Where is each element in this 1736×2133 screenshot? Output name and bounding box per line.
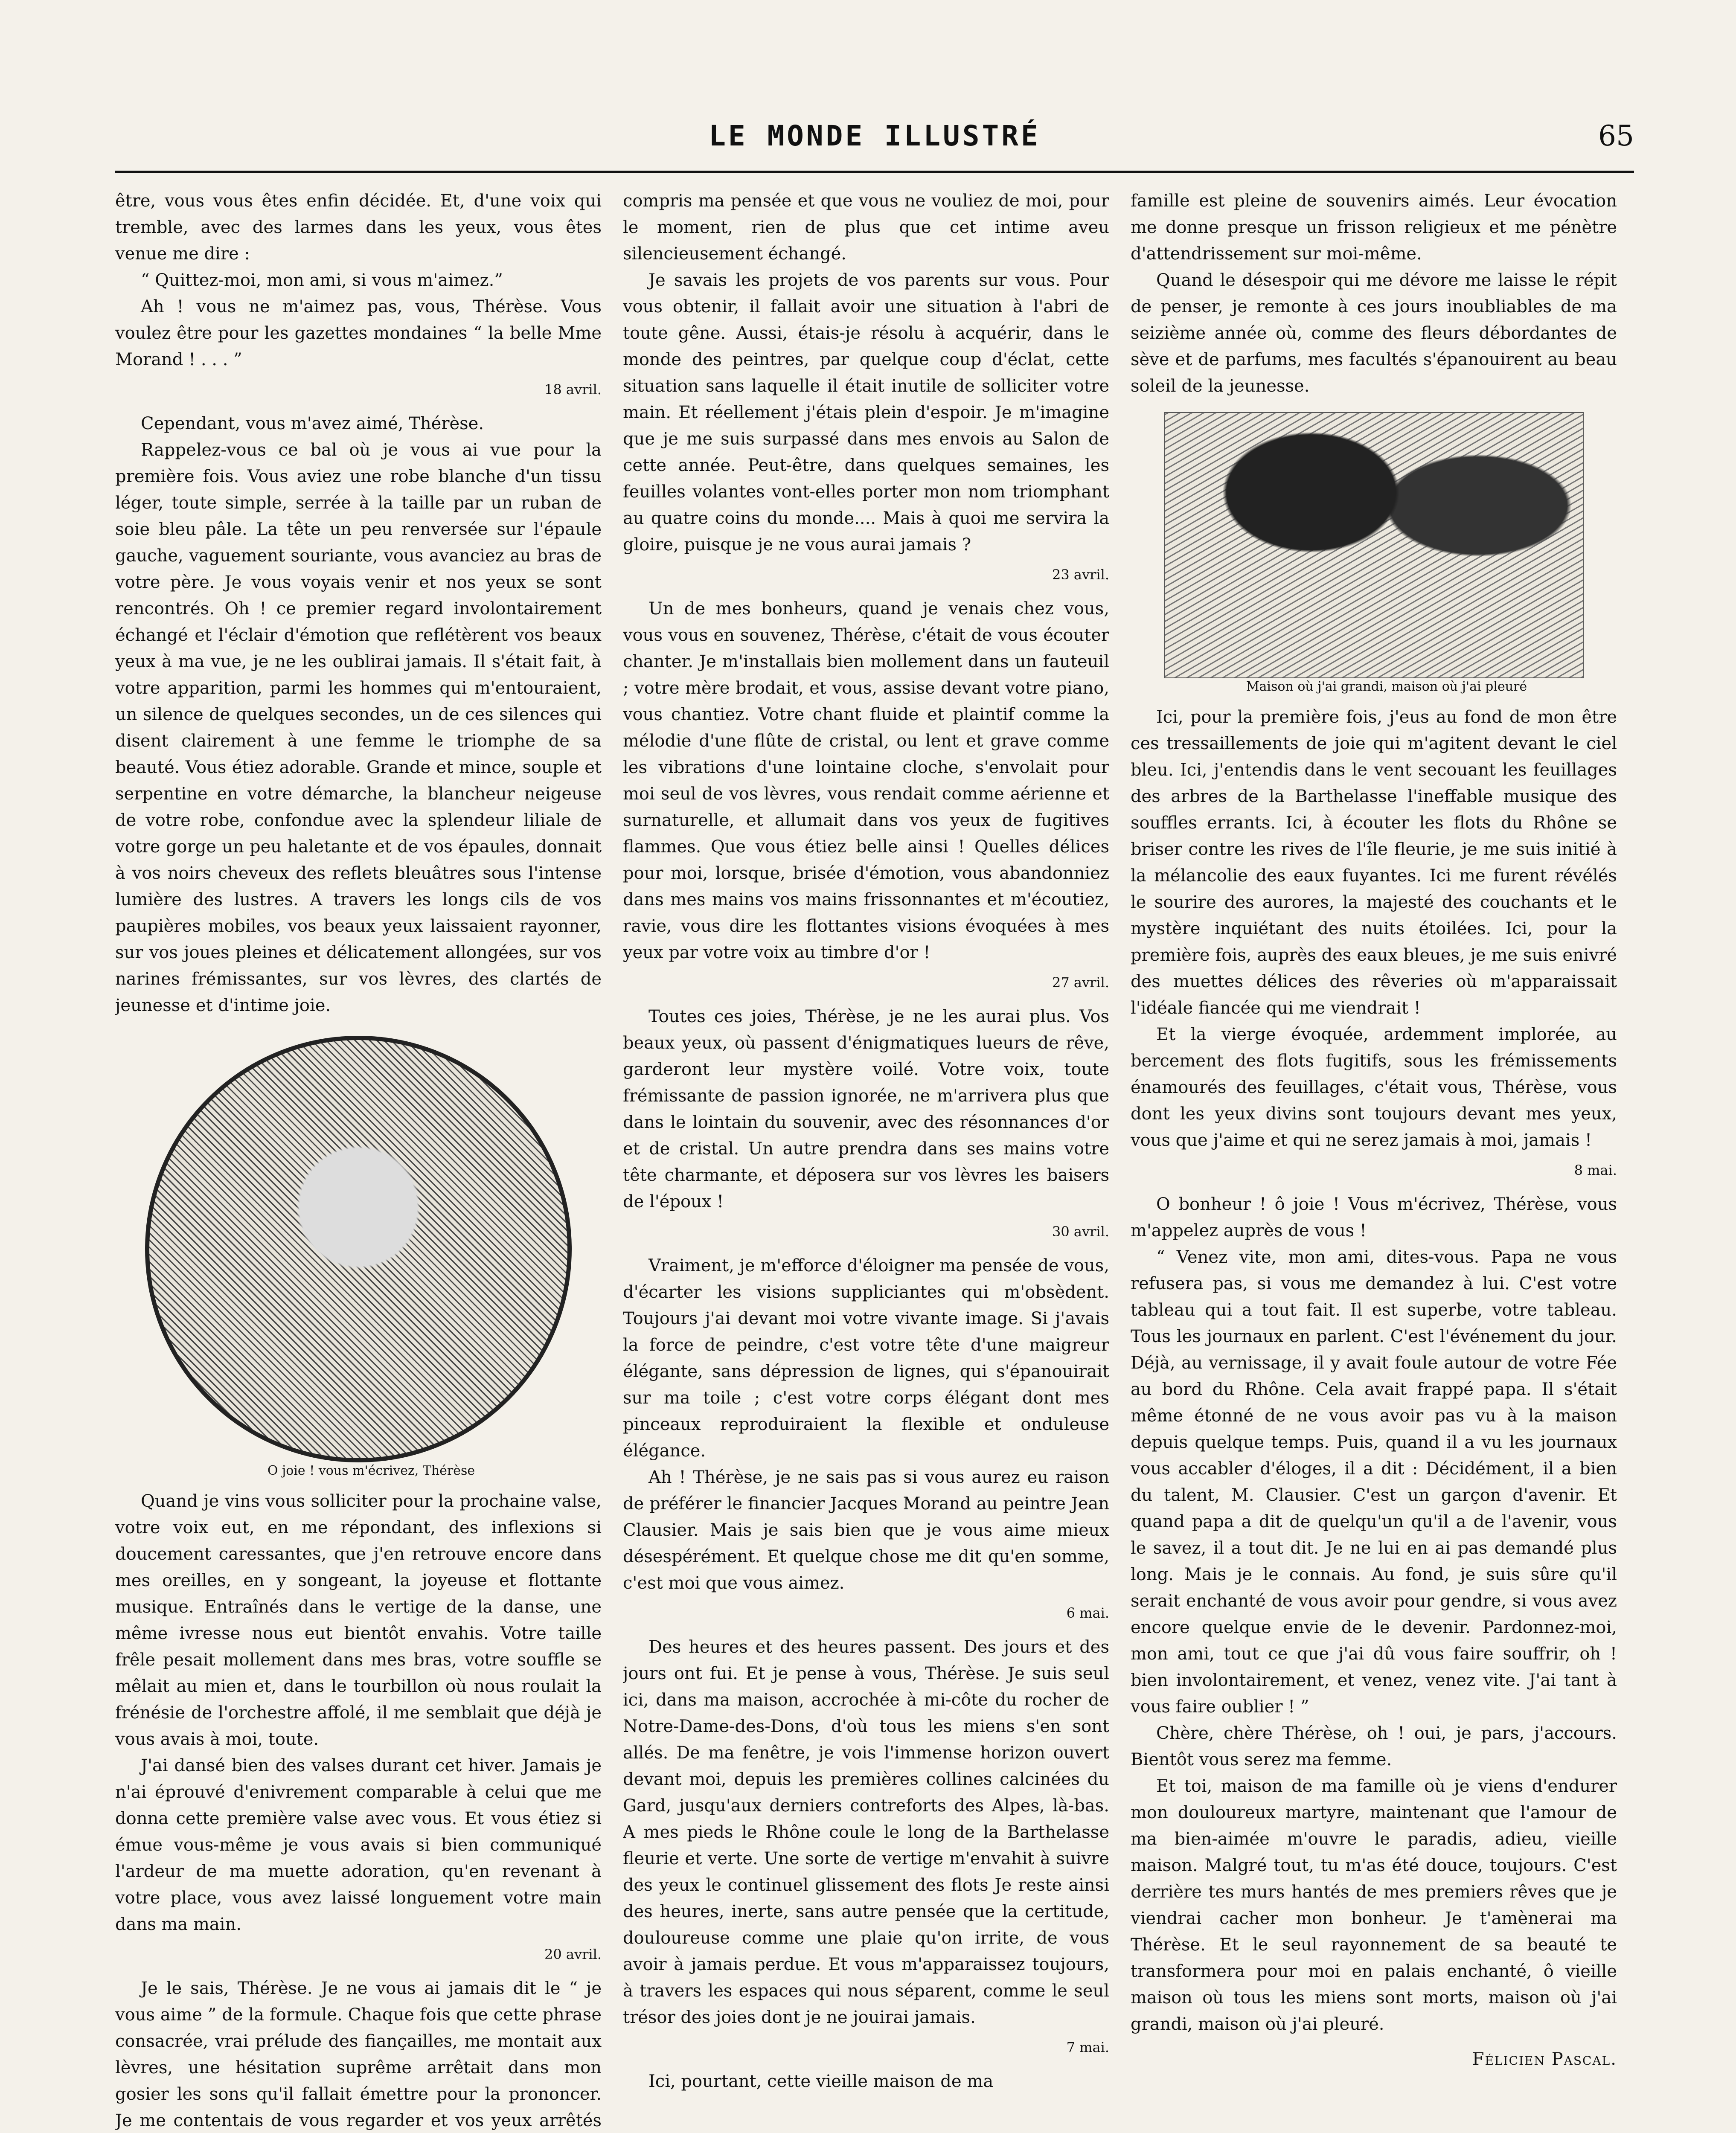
entry-date: 7 mai. bbox=[1066, 2039, 1109, 2055]
entry-date: 18 avril. bbox=[544, 381, 602, 398]
engraving-image bbox=[1164, 412, 1584, 678]
paragraph: Quand je vins vous solliciter pour la prochaine valse, votre voix eut, en me répondant, des inflexions si doucement caressantes, que j'en retrouve encore dans mes oreilles, en y songeant, la joyeuse et flottante musique. Entraînés dans le vertige de la danse, une même ivresse nous eut bientôt envahis. Votre taille frêle pesait mollement dans mes bras, votre souffle se mêlait au mien et, dans le tourbillon où nous roulait la frénésie de l'orchestre affolé, il me semblait que déjà je vous avais à moi, toute. bbox=[115, 1491, 602, 1749]
paragraph: J'ai dansé bien des valses durant cet hiver. Jamais je n'ai éprouvé d'enivrement comparable à celui que me donna cette première valse avec vous. Et vous étiez si émue vous-même je vous avais si bien communiqué l'ardeur de ma muette adoration, qu'en revenant à votre place, vous avez laissé longuement votre main dans ma main. bbox=[115, 1756, 602, 1934]
paragraph: être, vous vous êtes enfin décidée. Et, d'une voix qui tremble, avec des larmes dans les yeux, vous êtes venue me dire : bbox=[115, 191, 602, 264]
author-signature: Félicien Pascal. bbox=[1472, 2049, 1617, 2069]
entry-date: 6 mai. bbox=[1066, 1605, 1109, 1621]
paragraph: “ Venez vite, mon ami, dites-vous. Papa ne vous refusera pas, si vous me demandez à lui. C'est votre tableau qui a tout fait. Il est superbe, votre tableau. Tous les journaux en parlent. C'est l'événement du jour. Déjà, au vernissage, il y avait foule autour de votre Fée au bord du Rhône. Cela avait frappé papa. Il s'était même étonné de ne vous avoir pas vu à la maison depuis quelque temps. Puis, quand il a vu les journaux vous accabler d'éloges, il a dit : Décidément, il a bien du talent, M. Clausier. C'est un garçon d'avenir. Et quand papa a dit de quelqu'un qu'il a de l'avenir, vous le savez, il a tout dit. Je ne lui en ai pas demandé plus long. Mais je le connais. Au fond, je suis sûre qu'il serait enchanté de vous avoir pour gendre, si vous avez encore quelque envie de le devenir. Pardonnez-moi, mon ami, tout ce que j'ai dû vous faire souffrir, oh ! bien involontairement, et venez, venez vite. J'ai tant à vous faire oublier ! ” bbox=[1131, 1247, 1617, 1717]
paragraph: Quand le désespoir qui me dévore me laisse le répit de penser, je remonte à ces jours inoubliables de ma seizième année où, comme des fleurs débordantes de sève et de parfums, mes facultés s'épanouirent au beau soleil de la jeunesse. bbox=[1131, 270, 1617, 396]
paragraph: Et toi, maison de ma famille où je viens d'endurer mon douloureux martyre, maintenant que l'amour de ma bien-aimée m'ouvre le paradis, adieu, vieille maison. Malgré tout, tu m'as été douce, toujours. C'est derrière tes murs hantés de mes premiers rêves que je viendrai cacher mon bonheur. Je t'amènerai ma Thérèse. Et le seul rayonnement de sa beauté te transformera pour moi en palais enchanté, ô vieille maison où tous les miens sont morts, maison où j'ai grandi, maison où j'ai pleuré. bbox=[1131, 1776, 1617, 2034]
paragraph: Ici, pourtant, cette vieille maison de ma bbox=[648, 2072, 994, 2091]
column-1 bbox=[115, 188, 602, 2133]
masthead-title: LE MONDE ILLUSTRÉ bbox=[709, 119, 1041, 152]
illustration-caption: Maison où j'ai grandi, maison où j'ai pleuré bbox=[1246, 679, 1527, 694]
illustration-house bbox=[1131, 412, 1617, 695]
illustration-woman-writing bbox=[115, 1036, 602, 1479]
paragraph: famille est pleine de souvenirs aimés. Leur évocation me donne presque un frisson religieux et me pénètre d'attendrissement sur moi-même. bbox=[1131, 191, 1617, 264]
paragraph: “ Quittez-moi, mon ami, si vous m'aimez.” bbox=[141, 270, 503, 290]
column-2 bbox=[623, 188, 1109, 2133]
paragraph: Cependant, vous m'avez aimé, Thérèse. bbox=[141, 414, 484, 433]
header-rule bbox=[115, 171, 1634, 173]
paragraph: compris ma pensée et que vous ne vouliez de moi, pour le moment, rien de plus que cet intime aveu silencieusement échangé. bbox=[623, 191, 1109, 264]
paragraph: Rappelez-vous ce bal où je vous ai vue pour la première fois. Vous aviez une robe blanche d'un tissu léger, toute simple, serrée à la taille par un ruban de soie bleu pâle. La tête un peu renversée sur l'épaule gauche, vaguement souriante, vous avanciez au bras de votre père. Je vous voyais venir et nos yeux se sont rencontrés. Oh ! ce premier regard involontairement échangé et l'éclair d'émotion que reflétèrent vos beaux yeux à ma vue, je ne les oublirai jamais. Il s'était fait, à votre apparition, parmi les hommes qui m'entouraient, un silence de quelques secondes, un de ces silences qui disent clairement à une femme le triomphe de sa beauté. Vous étiez adorable. Grande et mince, souple et serpentine en votre démarche, la blancheur neigeuse de votre robe, confondue avec la splendeur liliale de votre gorge un peu haletante et de vos épaules, donnait à vos noirs cheveux des reflets bleuâtres sous l'intense lumière des lustres. A travers les longs cils de vos paupières mobiles, vos beaux yeux laissaient rayonner, sur vos joues pleines et délicatement allongées, sur vos narines frémissantes, sur vos lèvres, des clartés de jeunesse et d'intime joie. bbox=[115, 440, 602, 1015]
paragraph: Des heures et des heures passent. Des jours et des jours ont fui. Et je pense à vous, Thérèse. Je suis seul ici, dans ma maison, accrochée à mi-côte du rocher de Notre-Dame-des-Dons, d'où tous les miens s'en sont allés. De ma fenêtre, je vois l'immense horizon ouvert devant moi, depuis les premières collines calcinées du Gard, jusqu'aux derniers contreforts des Alpes, là-bas. A mes pieds le Rhône coule le long de la Barthelasse fleurie et verte. Une sorte de vertige m'envahit à suivre des yeux le continuel glissement des flots Je reste ainsi des heures, inerte, sans autre pensée que la certitude, douloureuse comme une plaie qu'on irrite, de vous avoir à jamais perdue. Et vous m'apparaissez toujours, à travers les espaces qui nous séparent, comme le seul trésor des joies dont je ne jouirai jamais. bbox=[623, 1637, 1109, 2027]
illustration-caption: O joie ! vous m'écrivez, Thérèse bbox=[267, 1463, 475, 1478]
paragraph: O bonheur ! ô joie ! Vous m'écrivez, Thérèse, vous m'appelez auprès de vous ! bbox=[1131, 1194, 1617, 1241]
paragraph: Vraiment, je m'efforce d'éloigner ma pensée de vous, d'écarter les visions suppliciantes qui m'obsèdent. Toujours j'ai devant moi votre vivante image. Si j'avais la force de peindre, c'est votre tête d'une maigreur élégante, sans dépression de lignes, qui s'épanouirait sur ma toile ; c'est votre corps élégant dont mes pinceaux reproduiraient la flexible et onduleuse élégance. bbox=[623, 1256, 1109, 1461]
paragraph: Ici, pour la première fois, j'eus au fond de mon être ces tressaillements de joie qui m'agitent devant le ciel bleu. Ici, j'entendis dans le vent secouant les feuillages des arbres de la Barthelasse l'ineffable musique des souffles errants. Ici, à écouter les flots du Rhône se briser contre les rives de l'île fleurie, je me suis initié à la mélancolie des eaux fuyantes. Ici me furent révélés le sourire des aurores, la majesté des couchants et le mystère inquiétant des nuits étoilées. Ici, pour la première fois, auprès des eaux bleues, je me suis enivré des muettes délices des rêveries où m'apparaissait l'idéale fiancée qui me viendrait ! bbox=[1131, 707, 1617, 1018]
page-header bbox=[115, 115, 1634, 162]
entry-date: 8 mai. bbox=[1574, 1162, 1617, 1178]
paragraph: Je le sais, Thérèse. Je ne vous ai jamais dit le “ je vous aime ” de la formule. Chaque fois que cette phrase consacrée, vrai prélude des fiançailles, me montait aux lèvres, une hésitation suprême arrêtait dans mon gosier les sons qu'il fallait émettre pour la prononcer. Je me contentais de vous regarder et vos yeux arrêtés bbox=[115, 1979, 602, 2130]
paragraph: Chère, chère Thérèse, oh ! oui, je pars, j'accours. Bientôt vous serez ma femme. bbox=[1131, 1723, 1617, 1770]
paragraph: Et la vierge évoquée, ardemment implorée, au bercement des flots fugitifs, sous les frémissements énamourés des feuillages, c'était vous, Thérèse, vous dont les yeux divins sont toujours devant mes yeux, vous que j'aime et qui ne serez jamais à moi, jamais ! bbox=[1131, 1025, 1617, 1150]
paragraph: Je savais les projets de vos parents sur vous. Pour vous obtenir, il fallait avoir une situation à l'abri de toute gêne. Aussi, étais-je résolu à acquérir, dans le monde des peintres, par quelque coup d'éclat, cette situation sans laquelle il était inutile de solliciter votre main. Et réellement j'étais plein d'espoir. Je m'imagine que je me suis surpassé dans mes envois au Salon de cette année. Peut-être, dans quelques semaines, les feuilles volantes vont-elles porter mon nom triomphant au quatre coins du monde.... Mais à quoi me servira la gloire, puisque je ne vous aurai jamais ? bbox=[623, 270, 1109, 555]
paragraph: Ah ! Thérèse, je ne sais pas si vous aurez eu raison de préférer le financier Jacques Morand au peintre Jean Clausier. Mais je sais bien que je vous aime mieux désespérément. Et quelque chose me dit qu'en somme, c'est moi que vous aimez. bbox=[623, 1468, 1109, 1593]
column-3 bbox=[1131, 188, 1617, 2133]
entry-date: 20 avril. bbox=[544, 1946, 602, 1962]
paragraph: Ah ! vous ne m'aimez pas, vous, Thérèse. Vous voulez être pour les gazettes mondaines “ la belle Mme Morand ! . . . ” bbox=[115, 297, 602, 369]
engraving-image bbox=[145, 1036, 572, 1462]
paragraph: Un de mes bonheurs, quand je venais chez vous, vous vous en souvenez, Thérèse, c'était de vous écouter chanter. Je m'installais bien mollement dans un fauteuil ; votre mère brodait, et vous, assise devant votre piano, vous chantiez. Votre chant fluide et plaintif comme la mélodie d'une flûte de cristal, ou lent et grave comme les vibrations d'une lointaine cloche, s'envolait pour moi seul de vos lèvres, vous rendait comme aérienne et surnaturelle, et allumait dans vos yeux de fugitives flammes. Que vous étiez belle ainsi ! Quelles délices pour moi, lorsque, brisée d'émotion, vous abandonniez dans mes mains vos mains frissonnantes et m'écoutiez, ravie, vous dire les flottantes visions évoquées à mes yeux par votre voix au timbre d'or ! bbox=[623, 599, 1109, 962]
page-number: 65 bbox=[1598, 119, 1634, 152]
entry-date: 30 avril. bbox=[1052, 1223, 1109, 1240]
paragraph: Toutes ces joies, Thérèse, je ne les aurai plus. Vos beaux yeux, où passent d'énigmatiques lueurs de rêve, garderont leur mystère voilé. Votre voix, toute frémissante de passion ignorée, ne m'arrivera plus que dans le lointain du souvenir, avec des résonnances d'or et de cristal. Un autre prendra dans ses mains votre tête charmante, et déposera sur vos lèvres les baisers de l'époux ! bbox=[623, 1007, 1109, 1212]
entry-date: 27 avril. bbox=[1052, 974, 1109, 991]
entry-date: 23 avril. bbox=[1052, 567, 1109, 583]
